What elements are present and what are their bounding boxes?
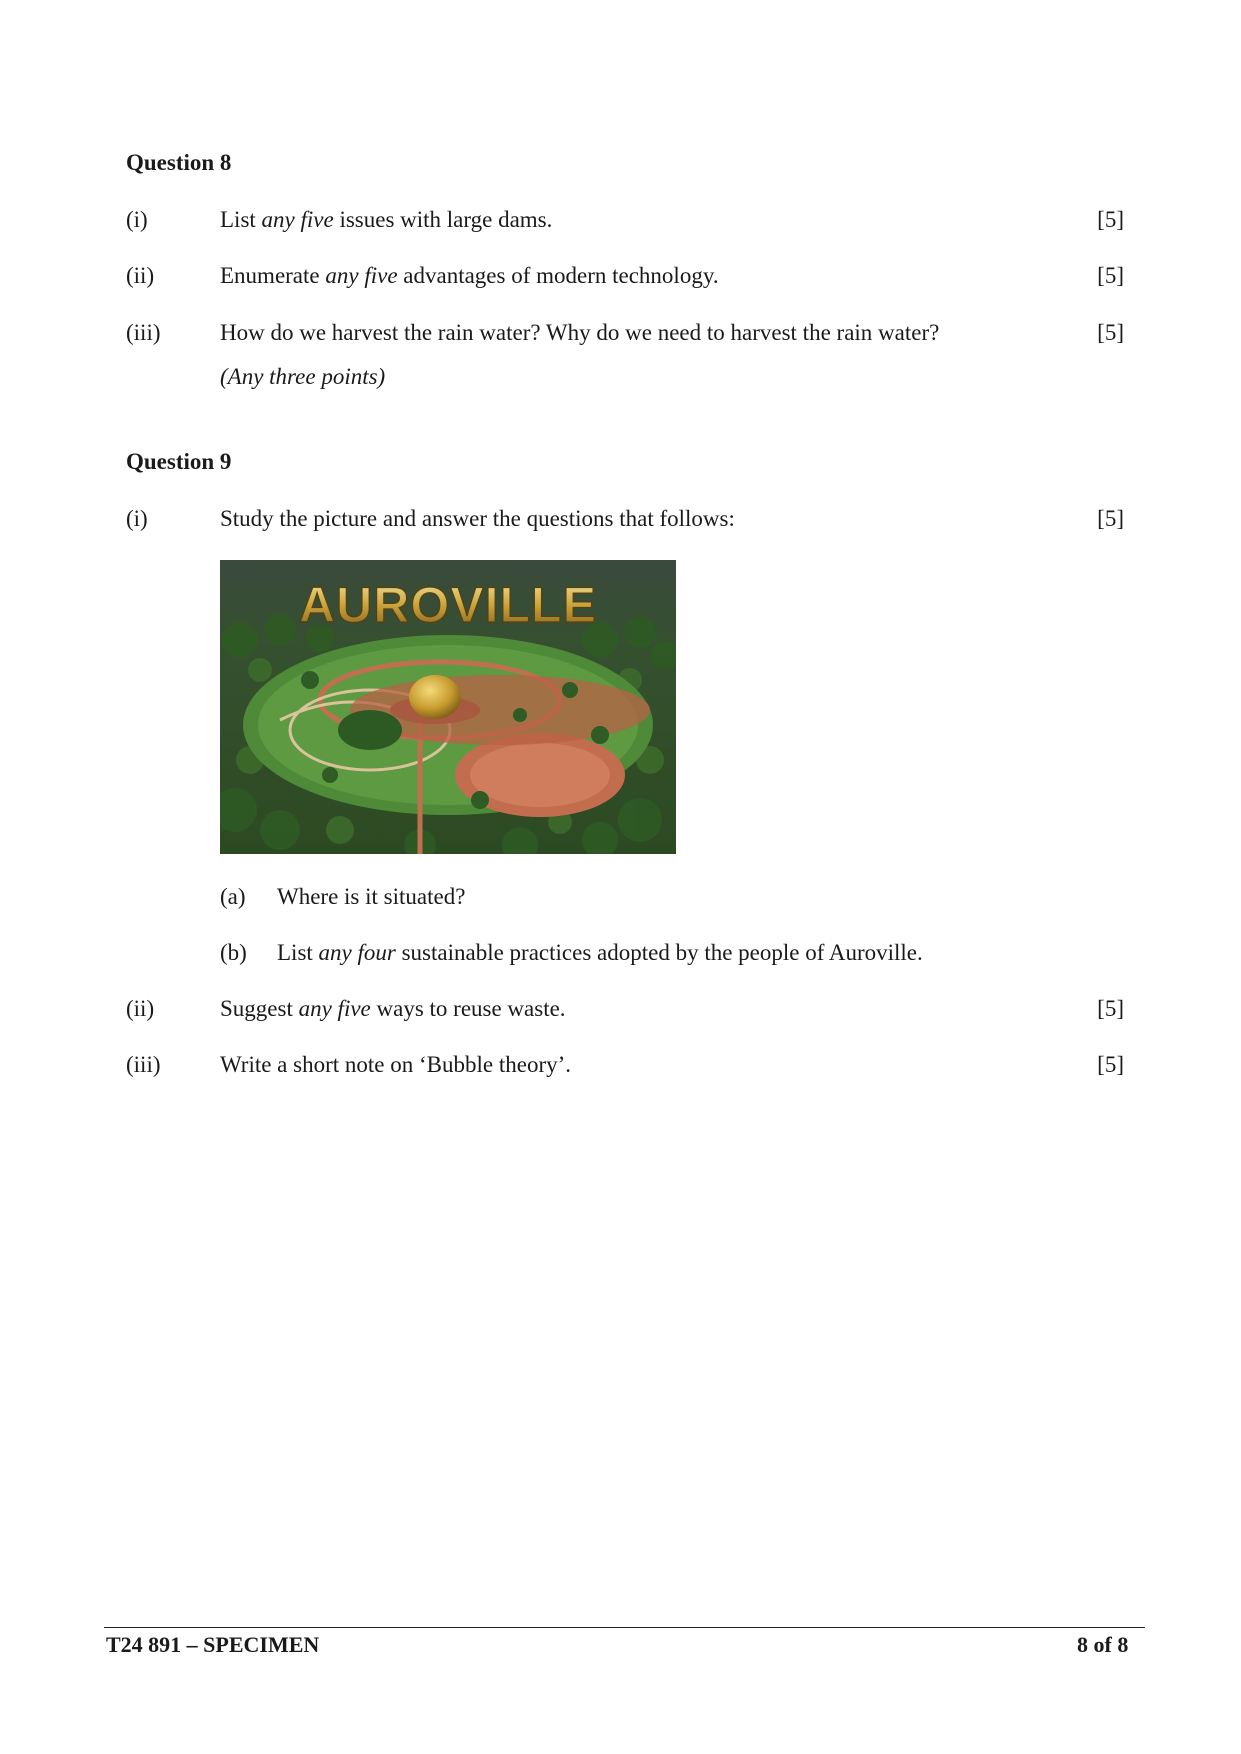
item-text: Write a short note on ‘Bubble theory’.: [220, 1052, 572, 1077]
item-marks: [5]: [1097, 996, 1124, 1021]
item-note: (Any three points): [220, 364, 386, 389]
item-text: Suggest any five ways to reuse waste.: [220, 996, 566, 1021]
item-marks: [5]: [1097, 320, 1124, 345]
sub-text: List any four sustainable practices adopted by the people of Auroville.: [277, 940, 923, 965]
question-9-heading: Question 9: [126, 449, 232, 474]
sub-text: Where is it situated?: [277, 884, 466, 909]
item-text: Enumerate any five advantages of modern technology.: [220, 263, 719, 288]
question-9-item-iii: [126, 1049, 1124, 1081]
item-number: (ii): [126, 263, 155, 288]
item-number: (iii): [126, 1052, 161, 1077]
item-marks: [5]: [1097, 263, 1124, 288]
question-8-item-i: [126, 204, 1124, 236]
question-8-item-iii: [126, 317, 1124, 349]
item-number: (ii): [126, 996, 155, 1021]
question-9-item-ii: [126, 993, 1124, 1025]
image-title: AUROVILLE: [299, 577, 597, 633]
footer-page-number: 8 of 8: [1077, 1632, 1129, 1657]
item-marks: [5]: [1097, 506, 1124, 531]
question-8-heading: Question 8: [126, 150, 232, 175]
footer-paper-code: T24 891 – SPECIMEN: [106, 1632, 320, 1657]
item-text: List any five issues with large dams.: [220, 207, 553, 232]
auroville-aerial-photo: [220, 560, 676, 854]
item-number: (i): [126, 506, 148, 531]
sub-label: (b): [220, 940, 247, 965]
item-marks: [5]: [1097, 207, 1124, 232]
question-8-item-ii: [126, 260, 1124, 292]
item-text: Study the picture and answer the questions that follows:: [220, 506, 735, 531]
item-number: (i): [126, 207, 148, 232]
footer-divider: [104, 1627, 1145, 1628]
item-text: How do we harvest the rain water? Why do we need to harvest the rain water?: [220, 320, 940, 345]
sub-label: (a): [220, 884, 246, 909]
item-number: (iii): [126, 320, 161, 345]
item-marks: [5]: [1097, 1052, 1124, 1077]
question-9-item-i: [126, 503, 1124, 535]
